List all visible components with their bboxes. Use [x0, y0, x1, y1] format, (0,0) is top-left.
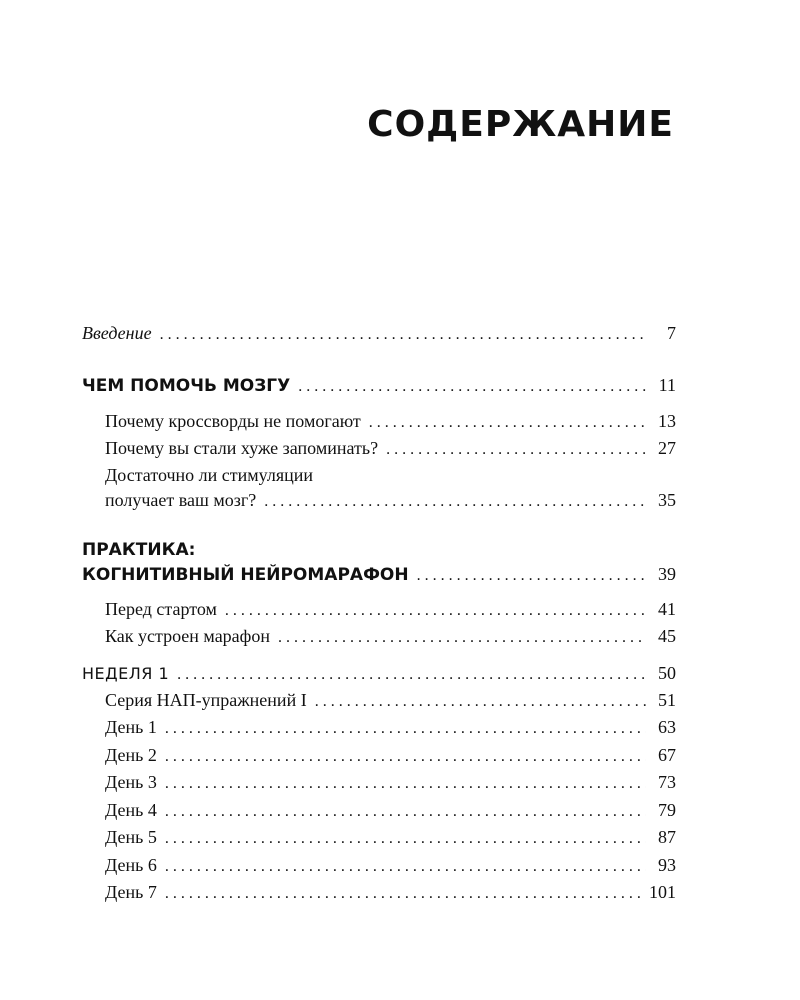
toc-entry-day-1[interactable] [105, 716, 676, 740]
toc-section-label: ЧЕМ ПОМОЧЬ МОЗГУ [82, 376, 291, 396]
dot-leader [165, 718, 646, 740]
dot-leader [225, 600, 646, 622]
toc-entry-nap-series[interactable] [105, 689, 676, 713]
dot-leader [165, 746, 646, 768]
dot-leader [165, 883, 641, 905]
toc-entry-label: Введение [82, 323, 152, 343]
dot-leader [417, 565, 646, 587]
toc-entry-page: 63 [658, 717, 676, 737]
toc-entry-label: День 7 [105, 882, 157, 902]
toc-entry-label: Почему вы стали хуже запоминать? [105, 438, 379, 458]
toc-entry-page: 67 [658, 745, 676, 765]
toc-entry-page: 35 [658, 490, 676, 510]
toc-section-2-line1: ПРАКТИКА: [82, 540, 196, 560]
toc-entry-page: 101 [649, 882, 676, 902]
toc-entry-page: 93 [658, 855, 676, 875]
toc-entry-page: 45 [658, 626, 676, 646]
dot-leader [369, 412, 646, 434]
toc-entry-page: 41 [658, 599, 676, 619]
dot-leader [386, 439, 646, 461]
toc-entry-day-5[interactable] [105, 826, 676, 850]
toc-entry-day-6[interactable] [105, 854, 676, 878]
toc-entry-label: получает ваш мозг? [105, 490, 257, 510]
dot-leader [160, 324, 646, 346]
toc-entry-week-1[interactable] [82, 662, 676, 686]
toc-entry-label: Как устроен марафон [105, 626, 270, 646]
toc-entry-page: 51 [658, 690, 676, 710]
toc-entry-label: Почему кроссворды не помогают [105, 411, 361, 431]
toc-entry-label: Перед стартом [105, 599, 217, 619]
page-title: СОДЕРЖАНИЕ [367, 104, 674, 145]
dot-leader [278, 627, 646, 649]
toc-entry-page: 27 [658, 438, 676, 458]
dot-leader [264, 491, 646, 513]
toc-entry-marathon-structure[interactable] [105, 625, 676, 649]
dot-leader [165, 801, 646, 823]
toc-entry-section-2[interactable] [82, 563, 676, 587]
toc-entry-page: 50 [658, 663, 676, 683]
toc-entry-page: 11 [658, 375, 676, 395]
toc-entry-before-start[interactable] [105, 598, 676, 622]
toc-entry-day-4[interactable] [105, 799, 676, 823]
toc-entry-page: 73 [658, 772, 676, 792]
dot-leader [177, 664, 646, 686]
toc-entry-label: Серия НАП-упражнений I [105, 690, 307, 710]
toc-entry-memory[interactable] [105, 437, 676, 461]
toc-section-label: КОГНИТИВНЫЙ НЕЙРОМАРАФОН [82, 565, 409, 585]
toc-entry-day-7[interactable] [105, 881, 676, 905]
toc-entry-page: 79 [658, 800, 676, 820]
dot-leader [315, 691, 646, 713]
toc-entry-day-3[interactable] [105, 771, 676, 795]
toc-entry-label: День 4 [105, 800, 157, 820]
toc-entry-label: НЕДЕЛЯ 1 [82, 664, 170, 683]
toc-entry-stimulation-line1: Достаточно ли стимуляции [105, 465, 314, 485]
toc-entry-crosswords[interactable] [105, 410, 676, 434]
toc-entry-label: День 2 [105, 745, 157, 765]
toc-entry-intro[interactable] [82, 322, 676, 346]
dot-leader [165, 828, 646, 850]
toc-entry-stimulation[interactable] [105, 489, 676, 513]
toc-entry-label: День 5 [105, 827, 157, 847]
toc-entry-section-1[interactable] [82, 374, 676, 398]
dot-leader [165, 773, 646, 795]
dot-leader [298, 376, 646, 398]
toc-entry-page: 87 [658, 827, 676, 847]
toc-entry-label: День 3 [105, 772, 157, 792]
toc-entry-day-2[interactable] [105, 744, 676, 768]
toc-entry-page: 13 [658, 411, 676, 431]
toc-entry-label: День 1 [105, 717, 157, 737]
dot-leader [165, 856, 646, 878]
toc-entry-page: 7 [667, 323, 676, 343]
toc-entry-page: 39 [658, 564, 676, 584]
toc-entry-label: День 6 [105, 855, 157, 875]
